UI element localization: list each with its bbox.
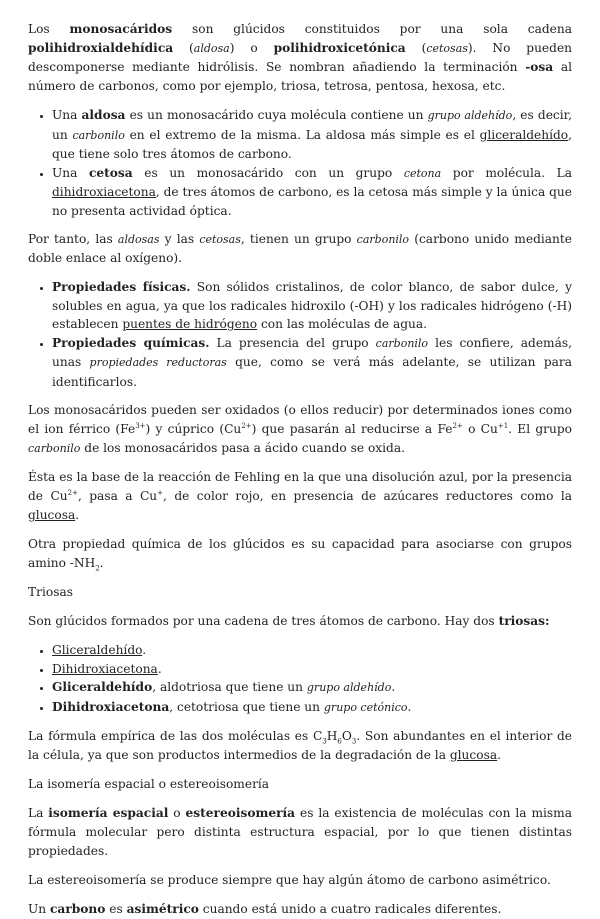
paragraph-isomeria: La isomería espacial o estereoisomería es la existencia de moléculas con la misma fórmula molecular pero distinta estructura espacial, por lo que tienen distintas propiedades. — [28, 806, 572, 858]
list-item-aldosa: • Una aldosa es un monosacárido cuya molécula contiene un grupo aldehído, es decir, un carbonilo en el extremo de la misma. La aldosa más simple es el gliceraldehído, que tiene solo tres átomos de carbono. — [52, 106, 572, 164]
list-item: • Dihidroxiacetona. — [52, 660, 572, 679]
paragraph-estereoisomeria: La estereoisomería se produce siempre que hay algún átomo de carbono asimétrico. — [28, 873, 551, 887]
paragraph-amino: Otra propiedad química de los glúcidos es su capacidad para asociarse con grupos amino $-NH_2$. — [28, 537, 572, 573]
paragraph-carbonilo: Por tanto, las aldosas y las cetosas, tienen un grupo carbonilo (carbono unido mediante doble enlace al oxígeno). — [28, 232, 572, 265]
paragraph-triosas: Son glúcidos formados por una cadena de tres átomos de carbono. Hay dos triosas: — [28, 614, 550, 628]
aldosa-cetosa-list — [28, 106, 572, 220]
paragraph-monosacaridos: Los monosacáridos son glúcidos constituidos por una sola cadena polihidroxialdehídica (aldosa) o polihidroxicetónica (cetosas). No pueden descomponerse mediante hidrólisis. Se nombran añadiendo la terminación -osa al número de carbonos, como por ejemplo, triosa, tetrosa, pentosa, hexosa, etc. — [28, 22, 573, 93]
link-dihidroxiacetona[interactable]: dihidroxiacetona — [52, 185, 156, 199]
list-item-cetosa: • Una cetosa es un monosacárido con un grupo cetona por molécula. La dihidroxiacetona, de tres átomos de carbono, es la cetosa más simple y la única que no presenta actividad óptica. — [52, 164, 572, 221]
heading-isomeria: La isomería espacial o estereoisomería — [28, 777, 270, 791]
list-item-propiedades-fisicas: • Propiedades físicas. Son sólidos cristalinos, de color blanco, de sabor dulce, y solubles en agua, ya que los radicales hidroxilo (-OH) y los radicales hidrógeno (-H) establecen puentes de hidrógeno con las moléculas de agua. — [52, 278, 572, 334]
paragraph-fehling: Ésta es la base de la reacción de Fehling en la que una disolución azul, por la presencia de $Cu^{2+}$, pasa a Cu+, de color rojo, en presencia de azúcares reductores como la glucosa. — [28, 470, 572, 522]
link-puentes-de-hidrogeno[interactable]: puentes de hidrógeno — [122, 317, 258, 331]
list-item: • Dihidroxiacetona, cetotriosa que tiene un grupo cetónico. — [52, 698, 572, 718]
heading-triosas: Triosas — [28, 585, 73, 599]
link-gliceraldehido[interactable]: Gliceraldehído — [52, 643, 143, 657]
list-item-propiedades-quimicas: • Propiedades químicas. La presencia del grupo carbonilo les confiere, además, unas propiedades reductoras que, como se verá más adelante, se utilizan para identificarlos. — [52, 334, 572, 392]
list-item: • Gliceraldehído, aldotriosa que tiene un grupo aldehído. — [52, 678, 572, 698]
list-item: • Gliceraldehído. — [52, 641, 572, 660]
link-dihidroxiacetona[interactable]: Dihidroxiacetona — [52, 661, 158, 676]
paragraph-carbono-asimetrico: Un carbono es asimétrico cuando está unido a cuatro radicales diferentes. — [28, 902, 502, 916]
propiedades-list — [28, 278, 572, 391]
link-glucosa[interactable]: glucosa — [28, 508, 76, 522]
paragraph-oxidacion: Los monosacáridos pueden ser oxidados (o ellos reducir) por determinados iones como el ion férrico $(Fe^{3+})$ y cúprico $(Cu^{2+})$ que pasarán al reducirse a $Fe^{2+}$ o $Cu^{+1}$. El grupo carbonilo de los monosacáridos pasa a ácido cuando se oxida. — [28, 403, 572, 455]
link-glucosa[interactable]: glucosa — [449, 748, 498, 762]
paragraph-formula: La fórmula empírica de las dos moléculas es $C_3H_6O_3$. Son abundantes en el interior de la célula, ya que son productos intermedios de la degradación de la glucosa. — [28, 729, 572, 762]
triosas-list — [28, 641, 572, 717]
link-gliceraldehido[interactable]: gliceraldehído — [479, 127, 569, 142]
